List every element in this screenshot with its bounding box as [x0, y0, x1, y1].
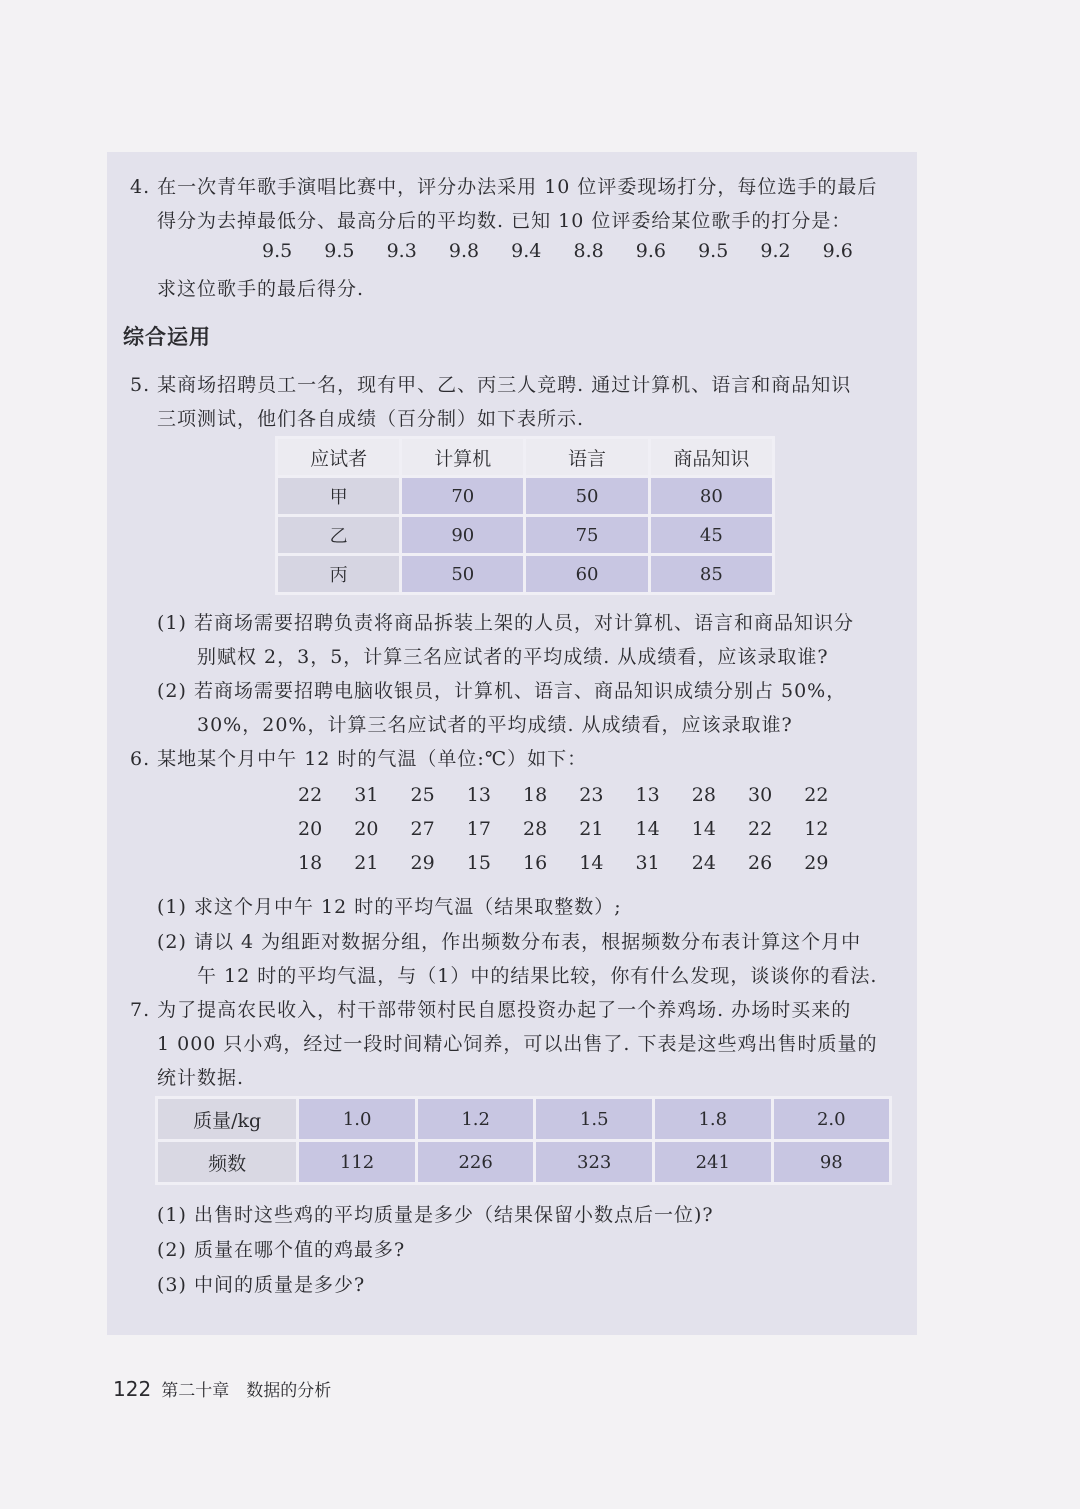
q6-line1: 6. 某地某个月中午 12 时的气温（单位:℃）如下：: [130, 748, 588, 770]
table-cell: 45: [649, 516, 773, 555]
q7-line3: 统计数据.: [157, 1067, 245, 1089]
table-cell: 98: [772, 1141, 890, 1184]
q6-sub1: (1) 求这个月中午 12 时的平均气温（结果取整数）;: [157, 896, 622, 918]
table-cell: 2.0: [772, 1098, 890, 1141]
table-cell: 112: [298, 1141, 417, 1184]
table-cell: 丙: [277, 555, 401, 594]
q5-score-table: [275, 436, 775, 595]
table-row: [157, 1141, 891, 1184]
table-cell: 1.0: [298, 1098, 417, 1141]
table-cell: 90: [401, 516, 525, 555]
table-label-cell: 频数: [157, 1141, 298, 1184]
table-cell: 323: [535, 1141, 654, 1184]
table-header-cell: 应试者: [277, 438, 401, 477]
q5-line1: 5. 某商场招聘员工一名，现有甲、乙、丙三人竞聘. 通过计算机、语言和商品知识: [130, 374, 852, 396]
table-header-cell: 语言: [525, 438, 649, 477]
q6-sub2-line2: 午 12 时的平均气温，与（1）中的结果比较，你有什么发现，谈谈你的看法.: [197, 965, 878, 987]
table-row: [277, 516, 774, 555]
table-cell: 241: [654, 1141, 773, 1184]
q5-sub1-line2: 别赋权 2，3，5，计算三名应试者的平均成绩. 从成绩看，应该录取谁?: [197, 646, 829, 668]
table-label-cell: 质量/kg: [157, 1098, 298, 1141]
q7-sub2: (2) 质量在哪个值的鸡最多?: [157, 1239, 406, 1261]
q7-sub3: (3) 中间的质量是多少?: [157, 1274, 366, 1296]
q5-sub1-line1: (1) 若商场需要招聘负责将商品拆装上架的人员，对计算机、语言和商品知识分: [157, 612, 854, 634]
page-number: 122: [113, 1377, 152, 1401]
table-cell: 甲: [277, 477, 401, 516]
q7-line1: 7. 为了提高农民收入，村干部带领村民自愿投资办起了一个养鸡场. 办场时买来的: [130, 999, 852, 1021]
q7-line2: 1 000 只小鸡，经过一段时间精心饲养，可以出售了. 下表是这些鸡出售时质量的: [157, 1033, 878, 1055]
table-cell: 85: [649, 555, 773, 594]
table-header-cell: 商品知识: [649, 438, 773, 477]
q5-sub2-line1: (2) 若商场需要招聘电脑收银员，计算机、语言、商品知识成绩分别占 50%，: [157, 680, 847, 702]
q7-sub1: (1) 出售时这些鸡的平均质量是多少（结果保留小数点后一位)?: [157, 1204, 714, 1226]
table-row: [277, 555, 774, 594]
q6-temps-row1: 22 31 25 13 18 23 13 28 30 22: [298, 784, 829, 806]
page-footer: [113, 1376, 331, 1401]
q5-line2: 三项测试，他们各自成绩（百分制）如下表所示.: [157, 408, 585, 430]
table-cell: 50: [525, 477, 649, 516]
chapter-title: 第二十章 数据的分析: [161, 1381, 332, 1401]
q4-line1: 4. 在一次青年歌手演唱比赛中，评分办法采用 10 位评委现场打分，每位选手的最后: [130, 176, 878, 198]
table-cell: 50: [401, 555, 525, 594]
table-cell: 1.8: [654, 1098, 773, 1141]
table-cell: 1.2: [416, 1098, 535, 1141]
q4-line3: 求这位歌手的最后得分.: [157, 278, 365, 300]
q6-temps-row2: 20 20 27 17 28 21 14 14 22 12: [298, 818, 829, 840]
q7-mass-table: [155, 1096, 892, 1185]
q6-temps-row3: 18 21 29 15 16 14 31 24 26 29: [298, 852, 829, 874]
table-cell: 75: [525, 516, 649, 555]
table-header-cell: 计算机: [401, 438, 525, 477]
q6-sub2-line1: (2) 请以 4 为组距对数据分组，作出频数分布表，根据频数分布表计算这个月中: [157, 931, 862, 953]
table-row: [157, 1098, 891, 1141]
table-header-row: [277, 438, 774, 477]
table-cell: 60: [525, 555, 649, 594]
q5-sub2-line2: 30%，20%，计算三名应试者的平均成绩. 从成绩看，应该录取谁?: [197, 714, 793, 736]
table-cell: 乙: [277, 516, 401, 555]
q4-line2: 得分为去掉最低分、最高分后的平均数. 已知 10 位评委给某位歌手的打分是：: [157, 210, 852, 232]
section-heading: 综合运用: [123, 325, 211, 349]
table-cell: 80: [649, 477, 773, 516]
q4-scores: 9.5 9.5 9.3 9.8 9.4 8.8 9.6 9.5 9.2 9.6: [262, 240, 853, 262]
table-cell: 1.5: [535, 1098, 654, 1141]
table-cell: 226: [416, 1141, 535, 1184]
table-row: [277, 477, 774, 516]
table-cell: 70: [401, 477, 525, 516]
